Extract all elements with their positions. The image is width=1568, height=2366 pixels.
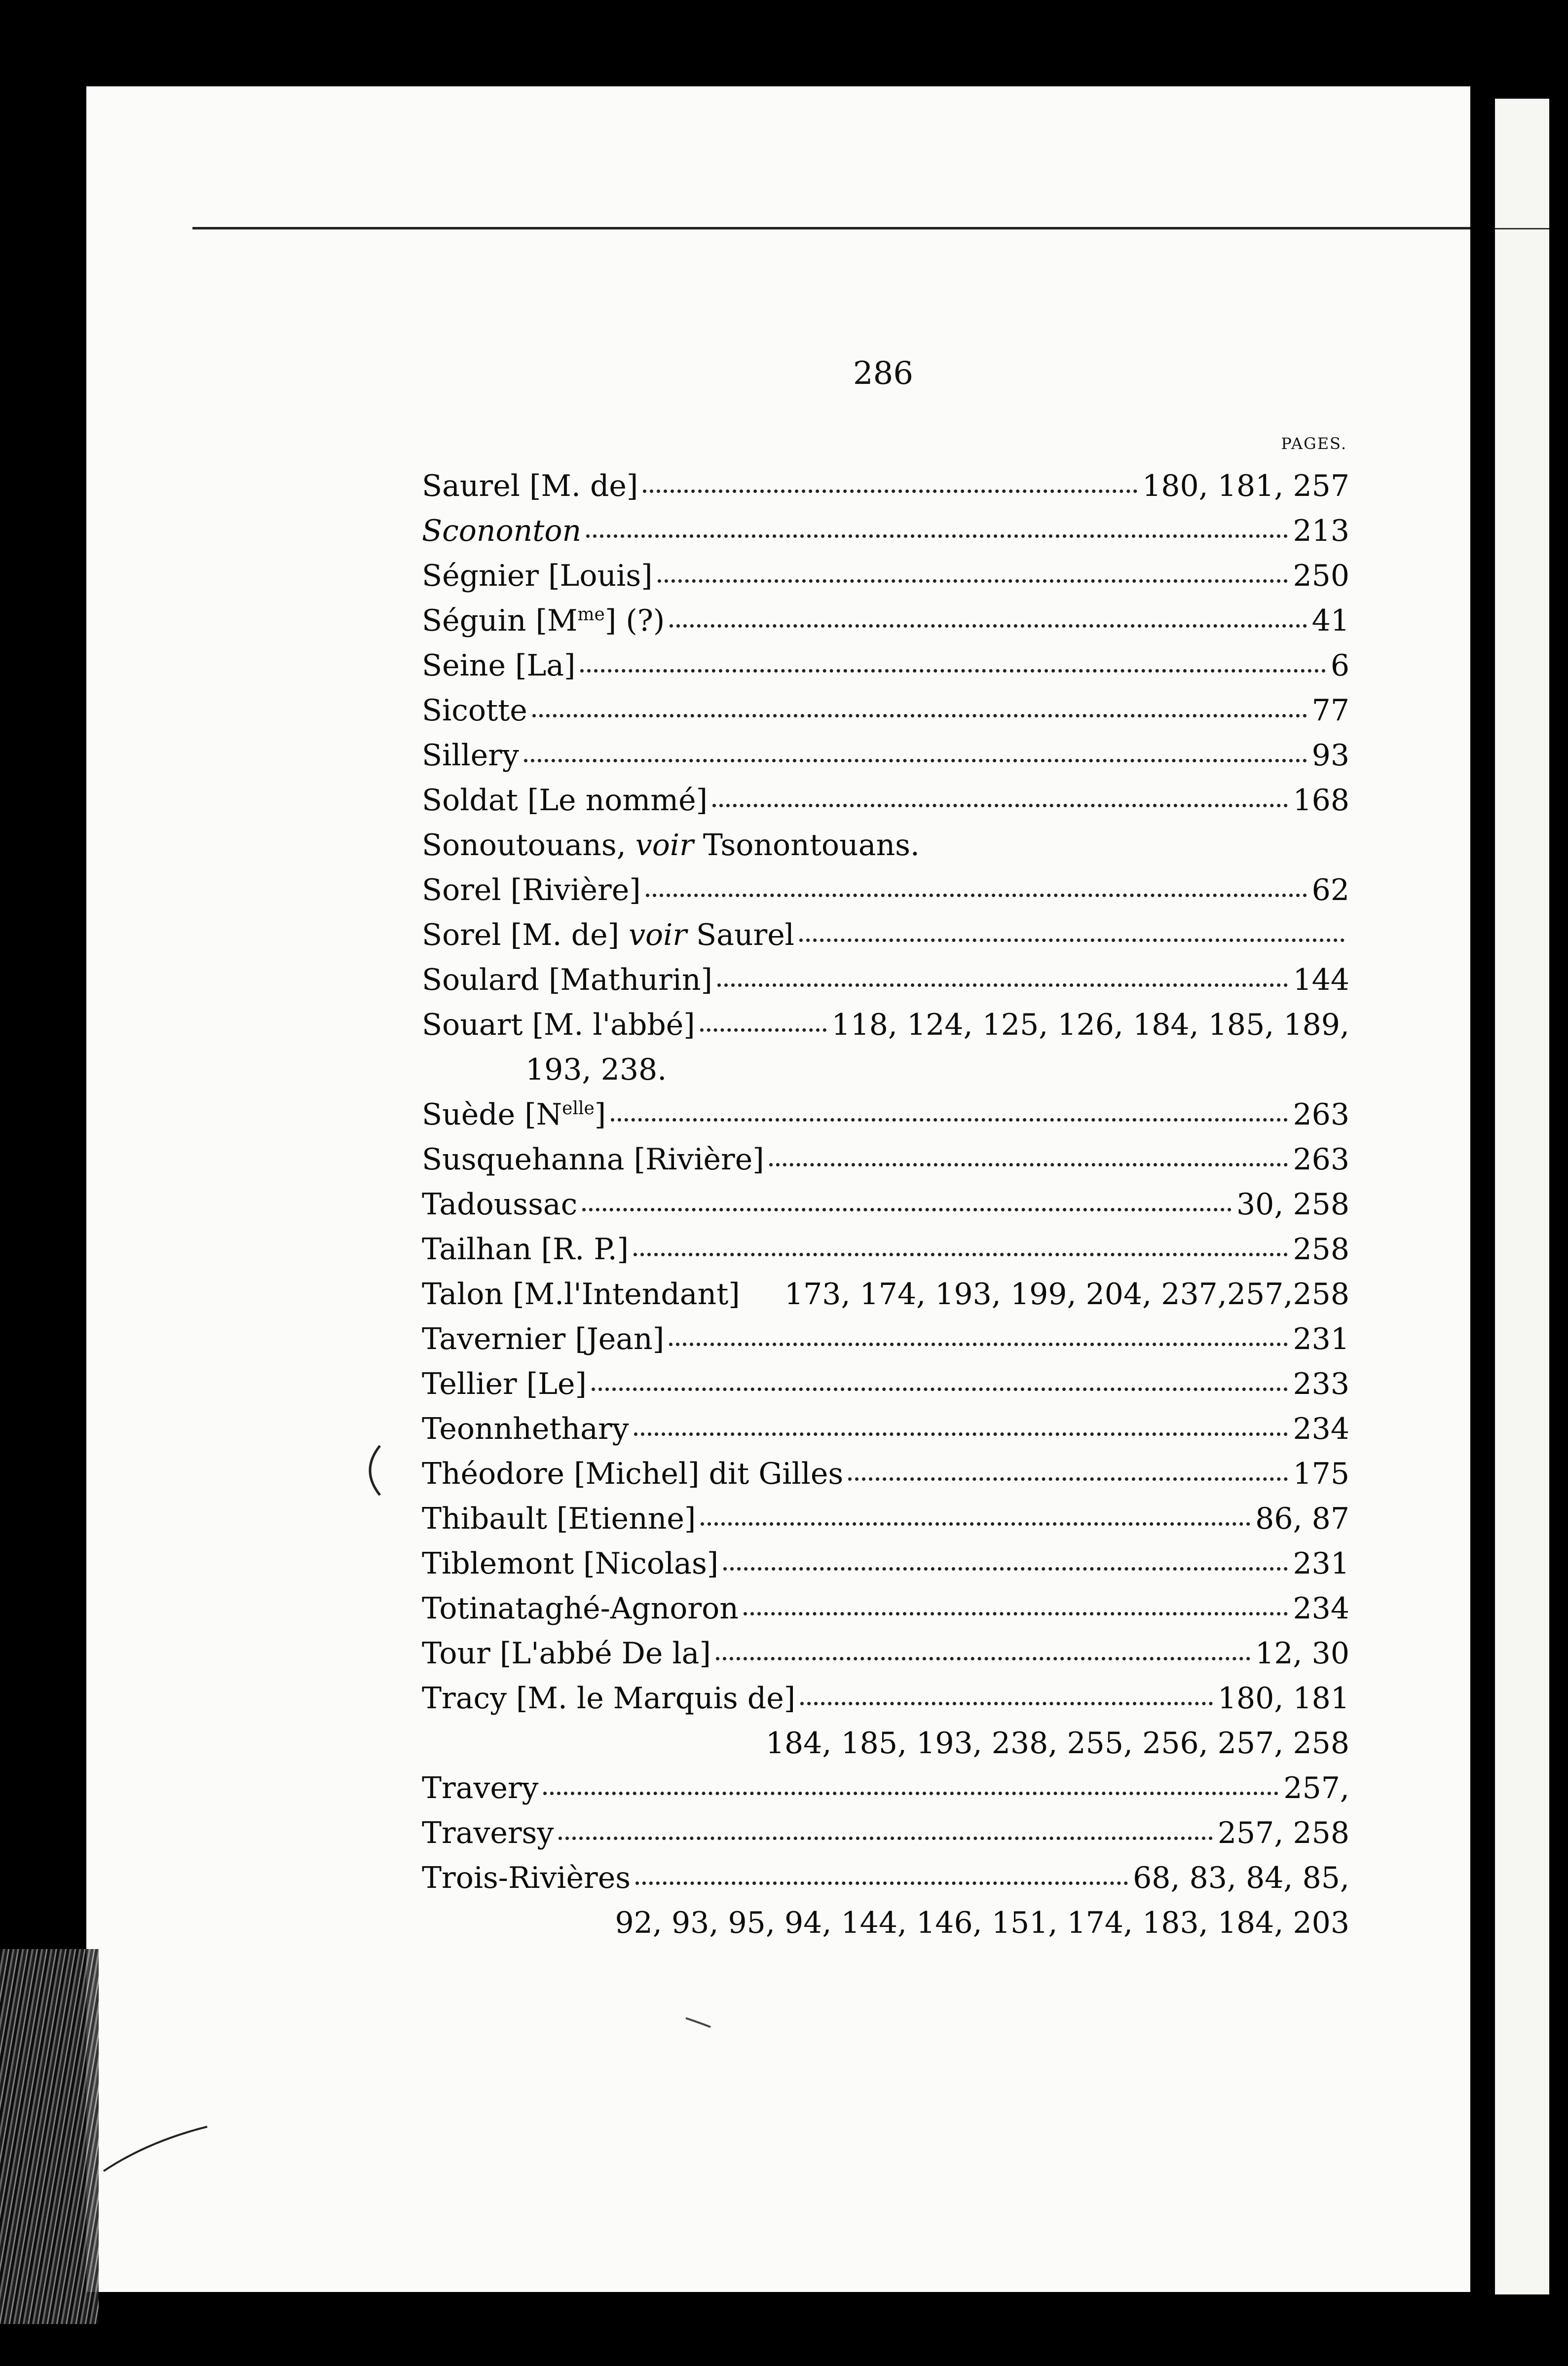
- entry-pages: 175: [1293, 1457, 1349, 1491]
- entry-pages: 144: [1293, 963, 1349, 997]
- entry-name: Sillery: [422, 738, 519, 773]
- entry-pages: 168: [1293, 783, 1349, 818]
- entry-name: Tailhan [R. P.]: [422, 1232, 629, 1267]
- entry-name: Traversy: [422, 1816, 554, 1850]
- entry-pages: 234: [1293, 1591, 1349, 1626]
- pages-column-label: PAGES.: [1281, 434, 1347, 453]
- entry-pages: 118, 124, 125, 126, 184, 185, 189,: [831, 1008, 1349, 1042]
- entry-pages-continuation: 184, 185, 193, 238, 255, 256, 257, 258: [765, 1726, 1349, 1761]
- entry-name: Seine [La]: [422, 648, 576, 683]
- entry-pages: 93: [1311, 738, 1349, 773]
- entry-name: Sicotte: [422, 693, 527, 728]
- entry-pages: 30, 258: [1236, 1187, 1349, 1222]
- entry-pages: 263: [1293, 1097, 1349, 1132]
- entry-name: Trois-Rivières: [422, 1861, 631, 1895]
- entry-name: Séguin $[M^{me}]$ (?): [422, 603, 665, 638]
- entry-name: Susquehanna [Rivière]: [422, 1142, 764, 1177]
- entry-cross-reference: voir Tsonontouans.: [635, 828, 920, 863]
- entry-name: Thibault [Etienne]: [422, 1502, 696, 1536]
- entry-pages: 258: [1293, 1232, 1349, 1267]
- page-number: 286: [853, 355, 914, 392]
- entry-name: Soldat [Le nommé]: [422, 783, 708, 818]
- entry-pages: 231: [1293, 1322, 1349, 1356]
- entry-pages: 6: [1330, 648, 1349, 683]
- entry-pages-continuation: 193, 238.: [525, 1052, 667, 1087]
- entry-name: Scononton: [422, 514, 582, 548]
- entry-name: Sorel [M. de]: [422, 918, 619, 952]
- entry-name: Sorel [Rivière]: [422, 873, 641, 907]
- voir-label: voir: [629, 918, 687, 952]
- entry-name: Tiblemont [Nicolas]: [422, 1546, 719, 1581]
- entry-pages: 173, 174, 193, 199, 204, 237,257,258: [784, 1277, 1349, 1312]
- entry-cross-reference: voir Saurel: [629, 918, 794, 952]
- entry-pages: 250: [1293, 559, 1349, 593]
- entry-name: Teonnhethary: [422, 1412, 629, 1446]
- entry-name: Théodore [Michel] dit Gilles: [422, 1457, 844, 1491]
- entry-name: Tellier [Le]: [422, 1367, 587, 1401]
- entry-name: Suède $[N^{elle}]$: [422, 1097, 606, 1132]
- entry-pages: 257, 258: [1217, 1816, 1349, 1850]
- entry-name: Soulard [Mathurin]: [422, 963, 712, 997]
- entry-pages: 86, 87: [1255, 1502, 1349, 1536]
- entry-pages: 257,: [1283, 1771, 1349, 1805]
- entry-pages: 62: [1311, 873, 1349, 907]
- entry-name-superscript: elle: [562, 1098, 595, 1119]
- entry-pages: 41: [1311, 603, 1349, 638]
- entry-name: Tour [L'abbé De la]: [422, 1636, 711, 1671]
- entry-name: Tadoussac: [422, 1187, 578, 1222]
- entry-name: Souart [M. l'abbé]: [422, 1008, 695, 1042]
- entry-pages: 231: [1293, 1546, 1349, 1581]
- entry-name: Travery: [422, 1771, 539, 1805]
- entry-pages: 234: [1293, 1412, 1349, 1446]
- voir-label: voir: [635, 828, 694, 863]
- entry-pages-continuation: 92, 93, 95, 94, 144, 146, 151, 174, 183, 184, 203: [615, 1906, 1349, 1940]
- entry-name: Totinataghé-Agnoron: [422, 1591, 739, 1626]
- entry-pages: 213: [1293, 514, 1349, 548]
- entry-name: Tracy [M. le Marquis de]: [422, 1681, 796, 1716]
- entry-name: Talon [M.l'Intendant]: [422, 1277, 740, 1312]
- entry-name: Ségnier [Louis]: [422, 559, 653, 593]
- entry-pages: 180, 181, 257: [1142, 469, 1349, 503]
- entry-name: Sonoutouans,: [422, 828, 626, 863]
- entry-pages: 180, 181: [1217, 1681, 1349, 1716]
- entry-name: Tavernier [Jean]: [422, 1322, 665, 1356]
- entry-pages: 263: [1293, 1142, 1349, 1177]
- entry-pages: 12, 30: [1255, 1636, 1349, 1671]
- entry-pages: 77: [1311, 693, 1349, 728]
- entry-pages: 233: [1293, 1367, 1349, 1401]
- entry-name-superscript: me: [577, 604, 605, 625]
- entry-name: Saurel [M. de]: [422, 469, 638, 503]
- entry-pages: 68, 83, 84, 85,: [1133, 1861, 1349, 1895]
